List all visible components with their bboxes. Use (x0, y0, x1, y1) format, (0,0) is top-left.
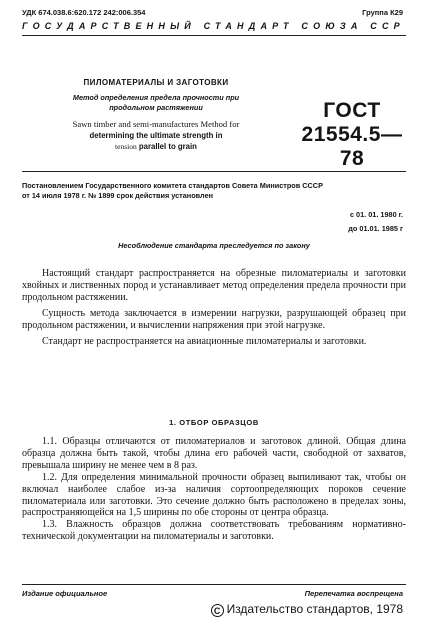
copyright (211, 602, 403, 617)
gost-designation (292, 99, 412, 171)
decree (22, 181, 406, 201)
title-en-line-3a: tension (115, 142, 137, 151)
footer-rule (22, 584, 406, 585)
title-en-line-1a: Sawn timber and semi-manufactures (72, 119, 199, 129)
subtitle-ru (28, 93, 284, 113)
intro-text (22, 268, 406, 347)
title-en-line-3 (28, 141, 284, 152)
intro-paragraph-3: Стандарт не распространяется на авиационные пиломатериалы и заготовки. (42, 335, 367, 347)
clause-1-2: 1.2. Для определения минимальной прочности образец выпиливают так, чтобы он включал наиболее слабое из-за наличия сортоопределяющих пороков сечение пиломатериала или заготовки. Это сечение должно быть расположено в пределах зоны, распространяющейся на 1,5 ширины по обе стороны от центра образца. (22, 471, 406, 519)
group-code: Группа К29 (362, 8, 403, 17)
header-rule (22, 35, 406, 36)
title-block (28, 78, 284, 152)
subtitle-ru-line-1: Метод определения предела прочности при (72, 93, 240, 102)
title-en-line-2: determining the ultimate strength in (89, 131, 223, 140)
legal-warning: Несоблюдение стандарта преследуется по закону (118, 241, 310, 250)
standard-line: ГОСУДАРСТВЕННЫЙ СТАНДАРТ СОЮЗА ССР (22, 21, 405, 31)
decree-line-2: от 14 июля 1978 г. № 1899 срок действия установлен (22, 191, 214, 200)
intro-paragraph-2: Сущность метода заключается в измерении нагрузки, разрушающей образец при продольном растяжении, и вычислении напряжения при этой нагрузке. (22, 307, 406, 331)
gost-number: 21554.5—78 (301, 123, 403, 170)
gost-word: ГОСТ (323, 99, 381, 122)
validity-to: до 01.01. 1985 г (348, 224, 403, 233)
udk-code: УДК 674.038.6:620.172 242:006.354 (22, 8, 146, 17)
official-edition: Издание официальное (22, 589, 108, 598)
clause-1-1: 1.1. Образцы отличаются от пиломатериалов и заготовок длиной. Общая длина образца должна быть такой, чтобы длина его рабочей части, свободной от захватов, превышала ширину не менее чем в 8 раз. (22, 436, 406, 471)
decree-line-1: Постановлением Государственного комитета стандартов Совета Министров СССР (22, 181, 323, 190)
title-en (28, 119, 284, 152)
validity-from: с 01. 01. 1980 г. (349, 210, 403, 219)
title-en-line-3b: parallel to grain (138, 142, 197, 151)
title-ru: ПИЛОМАТЕРИАЛЫ И ЗАГОТОВКИ (83, 78, 229, 87)
intro-paragraph-1: Настоящий стандарт распространяется на обрезные пиломатериалы и заготовки хвойных и лиственных пород и устанавливает метод определения предела прочности при продольном растяжении. (22, 268, 406, 303)
title-en-line-1 (28, 119, 284, 130)
section-1-text (22, 436, 406, 543)
title-rule (22, 171, 406, 172)
section-heading: 1. ОТБОР ОБРАЗЦОВ (169, 418, 259, 427)
clause-1-3: 1.3. Влажность образцов должна соответствовать требованиям нормативно-технической документации на пиломатериалы и заготовки. (22, 519, 406, 543)
reprint-prohibited: Перепечатка воспрещена (304, 589, 403, 598)
copyright-icon: C (211, 604, 224, 617)
copyright-text: Издательство стандартов, 1978 (226, 602, 403, 616)
subtitle-ru-line-2: продольном растяжении (109, 103, 203, 112)
title-en-line-1b: Method for (200, 119, 240, 129)
